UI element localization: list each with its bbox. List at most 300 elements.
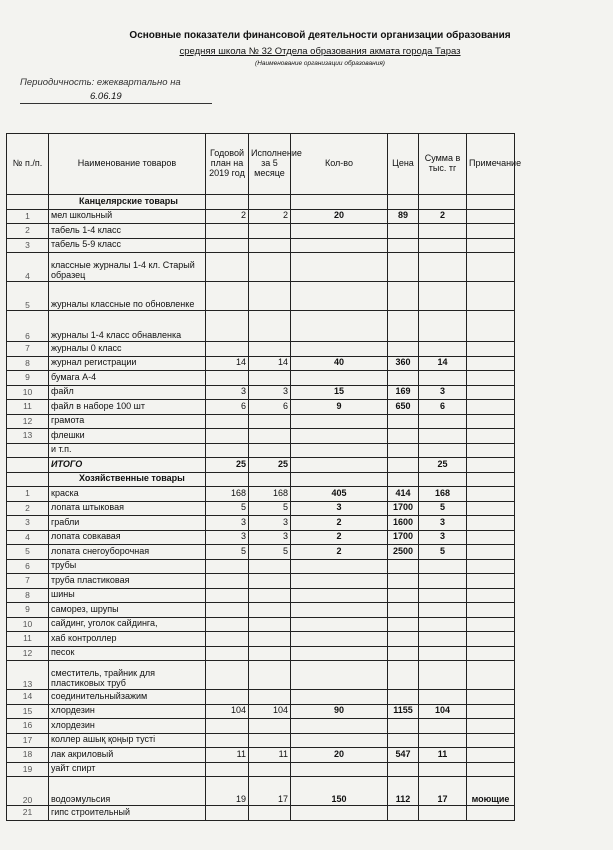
row-qty bbox=[291, 342, 388, 357]
row-number: 9 bbox=[7, 371, 49, 386]
col-header-plan: Годовой план на 2019 год bbox=[206, 134, 249, 195]
row-done bbox=[249, 559, 291, 574]
row-done bbox=[249, 661, 291, 690]
row-qty: 2 bbox=[291, 545, 388, 560]
table-row bbox=[7, 253, 515, 282]
row-number: 6 bbox=[7, 559, 49, 574]
row-note bbox=[467, 253, 515, 282]
row-number: 8 bbox=[7, 588, 49, 603]
row-qty bbox=[291, 762, 388, 777]
row-plan bbox=[206, 632, 249, 647]
table-row bbox=[7, 400, 515, 415]
row-plan: 11 bbox=[206, 748, 249, 763]
row-note bbox=[467, 311, 515, 342]
row-price bbox=[388, 603, 419, 618]
row-name: краска bbox=[49, 487, 206, 502]
row-note bbox=[467, 690, 515, 705]
row-name: хаб контроллер bbox=[49, 632, 206, 647]
row-plan bbox=[206, 719, 249, 734]
row-price bbox=[388, 253, 419, 282]
periodicity-label: Периодичность: ежеквартально на bbox=[20, 77, 181, 88]
row-price: 414 bbox=[388, 487, 419, 502]
row-sum: 14 bbox=[419, 356, 467, 371]
row-plan bbox=[206, 646, 249, 661]
row-price: 112 bbox=[388, 777, 419, 806]
row-sum: 2 bbox=[419, 209, 467, 224]
report-date: 6.06.19 bbox=[90, 91, 122, 102]
row-plan: 2 bbox=[206, 209, 249, 224]
row-plan: 168 bbox=[206, 487, 249, 502]
table-row bbox=[7, 516, 515, 531]
row-sum bbox=[419, 195, 467, 210]
row-done: 5 bbox=[249, 501, 291, 516]
row-note bbox=[467, 646, 515, 661]
table-row bbox=[7, 545, 515, 560]
row-number: 19 bbox=[7, 762, 49, 777]
row-plan bbox=[206, 574, 249, 589]
row-number: 9 bbox=[7, 603, 49, 618]
organization-name bbox=[40, 46, 600, 57]
row-done bbox=[249, 282, 291, 311]
row-plan: 3 bbox=[206, 516, 249, 531]
row-note bbox=[467, 617, 515, 632]
row-note bbox=[467, 342, 515, 357]
table-row bbox=[7, 224, 515, 239]
row-note bbox=[467, 661, 515, 690]
table-row bbox=[7, 690, 515, 705]
table-row bbox=[7, 719, 515, 734]
row-done: 6 bbox=[249, 400, 291, 415]
row-price bbox=[388, 719, 419, 734]
row-plan bbox=[206, 195, 249, 210]
row-sum: 11 bbox=[419, 748, 467, 763]
row-note: моющие bbox=[467, 777, 515, 806]
row-sum bbox=[419, 617, 467, 632]
table-row bbox=[7, 574, 515, 589]
row-number: 18 bbox=[7, 748, 49, 763]
row-note bbox=[467, 195, 515, 210]
row-qty: 3 bbox=[291, 501, 388, 516]
col-header-name: Наименование товаров bbox=[49, 134, 206, 195]
table-row bbox=[7, 371, 515, 386]
table-row bbox=[7, 282, 515, 311]
table-row bbox=[7, 487, 515, 502]
row-note bbox=[467, 400, 515, 415]
row-qty bbox=[291, 632, 388, 647]
table-row bbox=[7, 238, 515, 253]
scan-edge-mark bbox=[2, 790, 8, 840]
row-price bbox=[388, 632, 419, 647]
row-note bbox=[467, 530, 515, 545]
row-sum: 6 bbox=[419, 400, 467, 415]
table-row bbox=[7, 661, 515, 690]
row-name: хлордезин bbox=[49, 704, 206, 719]
row-number: 12 bbox=[7, 414, 49, 429]
row-plan bbox=[206, 762, 249, 777]
row-number: 11 bbox=[7, 632, 49, 647]
row-note bbox=[467, 545, 515, 560]
date-underline bbox=[20, 103, 212, 104]
row-price bbox=[388, 588, 419, 603]
row-number: 8 bbox=[7, 356, 49, 371]
table-row bbox=[7, 209, 515, 224]
row-price: 1155 bbox=[388, 704, 419, 719]
row-sum bbox=[419, 733, 467, 748]
row-plan: 14 bbox=[206, 356, 249, 371]
row-plan bbox=[206, 224, 249, 239]
row-number: 5 bbox=[7, 545, 49, 560]
row-name: журналы 1-4 класс обнавленка bbox=[49, 311, 206, 342]
row-note bbox=[467, 603, 515, 618]
row-number: 10 bbox=[7, 617, 49, 632]
row-done bbox=[249, 588, 291, 603]
row-qty bbox=[291, 661, 388, 690]
row-qty bbox=[291, 443, 388, 458]
row-done bbox=[249, 443, 291, 458]
row-done bbox=[249, 733, 291, 748]
row-note bbox=[467, 282, 515, 311]
row-name: файл в наборе 100 шт bbox=[49, 400, 206, 415]
row-sum bbox=[419, 443, 467, 458]
row-plan: 19 bbox=[206, 777, 249, 806]
row-plan bbox=[206, 311, 249, 342]
row-sum bbox=[419, 342, 467, 357]
row-sum bbox=[419, 762, 467, 777]
row-done: 11 bbox=[249, 748, 291, 763]
table-row bbox=[7, 646, 515, 661]
row-done: 25 bbox=[249, 458, 291, 473]
row-sum bbox=[419, 429, 467, 444]
row-name: табель 1-4 класс bbox=[49, 224, 206, 239]
row-sum bbox=[419, 414, 467, 429]
row-note bbox=[467, 209, 515, 224]
row-qty bbox=[291, 559, 388, 574]
row-done: 104 bbox=[249, 704, 291, 719]
row-done: 2 bbox=[249, 209, 291, 224]
row-sum bbox=[419, 282, 467, 311]
row-sum bbox=[419, 632, 467, 647]
row-note bbox=[467, 559, 515, 574]
row-number: 4 bbox=[7, 253, 49, 282]
row-qty bbox=[291, 238, 388, 253]
row-sum: 3 bbox=[419, 516, 467, 531]
row-plan: 5 bbox=[206, 545, 249, 560]
row-done bbox=[249, 311, 291, 342]
row-note bbox=[467, 371, 515, 386]
row-price bbox=[388, 414, 419, 429]
row-name: лопата штыковая bbox=[49, 501, 206, 516]
table-row bbox=[7, 356, 515, 371]
row-name: саморез, шрупы bbox=[49, 603, 206, 618]
row-name: ИТОГО bbox=[49, 458, 206, 473]
row-plan: 6 bbox=[206, 400, 249, 415]
table-row bbox=[7, 777, 515, 806]
row-name: и т.п. bbox=[49, 443, 206, 458]
row-price bbox=[388, 282, 419, 311]
section-row bbox=[7, 472, 515, 487]
row-number: 17 bbox=[7, 733, 49, 748]
row-name: флешки bbox=[49, 429, 206, 444]
col-header-note: Примечание bbox=[467, 134, 515, 195]
table-row bbox=[7, 748, 515, 763]
row-done bbox=[249, 238, 291, 253]
row-number: 16 bbox=[7, 719, 49, 734]
row-plan bbox=[206, 559, 249, 574]
row-sum: 168 bbox=[419, 487, 467, 502]
row-done: 3 bbox=[249, 385, 291, 400]
row-price: 1600 bbox=[388, 516, 419, 531]
row-note bbox=[467, 429, 515, 444]
col-header-done: Исполнение за 5 месяце bbox=[249, 134, 291, 195]
row-plan: 5 bbox=[206, 501, 249, 516]
row-name: труба пластиковая bbox=[49, 574, 206, 589]
row-price bbox=[388, 661, 419, 690]
row-sum bbox=[419, 559, 467, 574]
row-price bbox=[388, 690, 419, 705]
row-plan bbox=[206, 342, 249, 357]
row-name: трубы bbox=[49, 559, 206, 574]
row-plan: 3 bbox=[206, 385, 249, 400]
row-plan bbox=[206, 253, 249, 282]
row-done: 3 bbox=[249, 530, 291, 545]
row-done bbox=[249, 603, 291, 618]
table-row bbox=[7, 762, 515, 777]
row-qty bbox=[291, 603, 388, 618]
row-price: 360 bbox=[388, 356, 419, 371]
table-body bbox=[7, 195, 515, 821]
row-price bbox=[388, 311, 419, 342]
row-note bbox=[467, 704, 515, 719]
row-number: 2 bbox=[7, 224, 49, 239]
row-name: коллер ашық қоңыр тусті bbox=[49, 733, 206, 748]
row-number: 20 bbox=[7, 777, 49, 806]
row-note bbox=[467, 472, 515, 487]
row-number: 14 bbox=[7, 690, 49, 705]
row-name: шины bbox=[49, 588, 206, 603]
row-done bbox=[249, 371, 291, 386]
row-name: мел школьный bbox=[49, 209, 206, 224]
row-sum bbox=[419, 661, 467, 690]
row-done: 5 bbox=[249, 545, 291, 560]
row-number: 13 bbox=[7, 429, 49, 444]
row-note bbox=[467, 762, 515, 777]
row-price: 650 bbox=[388, 400, 419, 415]
row-qty: 90 bbox=[291, 704, 388, 719]
row-name: Канцелярские товары bbox=[49, 195, 206, 210]
row-number bbox=[7, 195, 49, 210]
row-qty bbox=[291, 414, 388, 429]
row-number bbox=[7, 443, 49, 458]
row-qty bbox=[291, 429, 388, 444]
row-sum bbox=[419, 603, 467, 618]
table-row bbox=[7, 501, 515, 516]
row-note bbox=[467, 238, 515, 253]
row-plan bbox=[206, 371, 249, 386]
row-price bbox=[388, 646, 419, 661]
table-row bbox=[7, 311, 515, 342]
row-sum bbox=[419, 646, 467, 661]
row-price bbox=[388, 472, 419, 487]
row-number: 5 bbox=[7, 282, 49, 311]
row-name: лак акриловый bbox=[49, 748, 206, 763]
row-done bbox=[249, 472, 291, 487]
row-name: классные журналы 1-4 кл. Старый образец bbox=[49, 253, 206, 282]
row-note bbox=[467, 574, 515, 589]
row-name: сайдинг, уголок сайдинга, bbox=[49, 617, 206, 632]
row-done bbox=[249, 617, 291, 632]
table-row bbox=[7, 342, 515, 357]
row-number: 7 bbox=[7, 342, 49, 357]
row-price: 1700 bbox=[388, 501, 419, 516]
table-row bbox=[7, 632, 515, 647]
row-qty bbox=[291, 472, 388, 487]
row-qty: 40 bbox=[291, 356, 388, 371]
col-header-price: Цена bbox=[388, 134, 419, 195]
table-row bbox=[7, 443, 515, 458]
table-row bbox=[7, 806, 515, 821]
row-note bbox=[467, 748, 515, 763]
col-header-num: № п./п. bbox=[7, 134, 49, 195]
row-sum bbox=[419, 224, 467, 239]
row-done bbox=[249, 429, 291, 444]
row-note bbox=[467, 458, 515, 473]
row-done bbox=[249, 574, 291, 589]
row-plan bbox=[206, 661, 249, 690]
row-sum: 3 bbox=[419, 385, 467, 400]
row-price: 1700 bbox=[388, 530, 419, 545]
row-number: 1 bbox=[7, 209, 49, 224]
row-name: сместитель, трайник для пластиковых труб bbox=[49, 661, 206, 690]
row-plan bbox=[206, 282, 249, 311]
document-title: Основные показатели финансовой деятельности организации образования bbox=[129, 30, 511, 41]
row-number: 6 bbox=[7, 311, 49, 342]
row-done bbox=[249, 762, 291, 777]
row-sum: 17 bbox=[419, 777, 467, 806]
row-price bbox=[388, 574, 419, 589]
organization-name-text: средняя школа № 32 Отдела образования акмата города Тараз bbox=[179, 46, 461, 57]
row-price bbox=[388, 806, 419, 821]
row-note bbox=[467, 719, 515, 734]
col-header-sum: Сумма в тыс. тг bbox=[419, 134, 467, 195]
row-sum bbox=[419, 253, 467, 282]
row-qty bbox=[291, 253, 388, 282]
row-note bbox=[467, 501, 515, 516]
row-qty bbox=[291, 719, 388, 734]
row-name: хлордезин bbox=[49, 719, 206, 734]
row-plan bbox=[206, 588, 249, 603]
row-qty bbox=[291, 195, 388, 210]
row-name: лопата снегоуборочная bbox=[49, 545, 206, 560]
row-name: Хозяйственные товары bbox=[49, 472, 206, 487]
row-qty bbox=[291, 690, 388, 705]
row-done bbox=[249, 646, 291, 661]
row-done: 3 bbox=[249, 516, 291, 531]
table-row bbox=[7, 530, 515, 545]
row-note bbox=[467, 414, 515, 429]
row-name: журнал регистрации bbox=[49, 356, 206, 371]
table-row bbox=[7, 385, 515, 400]
row-number: 11 bbox=[7, 400, 49, 415]
row-plan bbox=[206, 238, 249, 253]
row-note bbox=[467, 588, 515, 603]
row-name: гипс строительный bbox=[49, 806, 206, 821]
row-number: 1 bbox=[7, 487, 49, 502]
row-number: 3 bbox=[7, 516, 49, 531]
row-note bbox=[467, 224, 515, 239]
row-name: грамота bbox=[49, 414, 206, 429]
row-done: 168 bbox=[249, 487, 291, 502]
row-qty bbox=[291, 646, 388, 661]
row-number bbox=[7, 472, 49, 487]
row-plan: 104 bbox=[206, 704, 249, 719]
row-qty bbox=[291, 282, 388, 311]
row-number: 10 bbox=[7, 385, 49, 400]
row-sum bbox=[419, 311, 467, 342]
row-sum: 5 bbox=[419, 501, 467, 516]
row-price bbox=[388, 733, 419, 748]
row-done bbox=[249, 253, 291, 282]
row-qty: 2 bbox=[291, 516, 388, 531]
row-number: 3 bbox=[7, 238, 49, 253]
row-price: 2500 bbox=[388, 545, 419, 560]
row-name: бумага А-4 bbox=[49, 371, 206, 386]
row-sum bbox=[419, 574, 467, 589]
row-price bbox=[388, 762, 419, 777]
row-qty bbox=[291, 733, 388, 748]
row-name: журналы 0 класс bbox=[49, 342, 206, 357]
row-name: соединительныйзажим bbox=[49, 690, 206, 705]
row-done bbox=[249, 224, 291, 239]
row-qty: 15 bbox=[291, 385, 388, 400]
row-price bbox=[388, 195, 419, 210]
row-number: 2 bbox=[7, 501, 49, 516]
row-done bbox=[249, 632, 291, 647]
row-price bbox=[388, 443, 419, 458]
row-qty bbox=[291, 224, 388, 239]
financial-table bbox=[6, 133, 522, 821]
row-price bbox=[388, 617, 419, 632]
row-sum bbox=[419, 472, 467, 487]
row-plan bbox=[206, 806, 249, 821]
row-sum bbox=[419, 690, 467, 705]
row-note bbox=[467, 806, 515, 821]
row-plan bbox=[206, 429, 249, 444]
row-name: файл bbox=[49, 385, 206, 400]
row-qty bbox=[291, 806, 388, 821]
table-row bbox=[7, 429, 515, 444]
row-qty bbox=[291, 588, 388, 603]
row-name: уайт спирт bbox=[49, 762, 206, 777]
row-plan bbox=[206, 733, 249, 748]
row-done bbox=[249, 414, 291, 429]
table-row bbox=[7, 617, 515, 632]
row-price bbox=[388, 559, 419, 574]
row-plan bbox=[206, 443, 249, 458]
row-note bbox=[467, 487, 515, 502]
row-note bbox=[467, 733, 515, 748]
row-sum bbox=[419, 719, 467, 734]
row-qty bbox=[291, 574, 388, 589]
total-row bbox=[7, 458, 515, 473]
row-note bbox=[467, 443, 515, 458]
row-price bbox=[388, 238, 419, 253]
row-plan: 3 bbox=[206, 530, 249, 545]
row-number: 21 bbox=[7, 806, 49, 821]
row-number bbox=[7, 458, 49, 473]
row-done bbox=[249, 342, 291, 357]
row-note bbox=[467, 632, 515, 647]
row-name: табель 5-9 класс bbox=[49, 238, 206, 253]
